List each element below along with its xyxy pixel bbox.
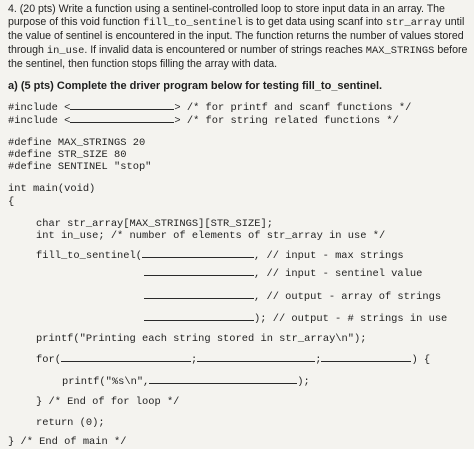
array-name: str_array [385,17,442,30]
printf-arg-blank[interactable] [149,374,297,384]
arg4-comment: ); // output - # strings in use [254,313,448,325]
main-close-line: } /* End of main */ [8,436,127,448]
printf-prefix: printf("%s\n", [62,376,150,388]
for-condition-blank[interactable] [197,352,315,362]
define-str-size: #define STR_SIZE 80 [8,149,127,161]
include-keyword: #include < [8,102,71,114]
define-max-strings: #define MAX_STRINGS 20 [8,137,146,149]
printf-loop-line [62,374,310,388]
printf-end: ); [297,376,310,388]
include-line-2 [8,113,399,127]
for-keyword: for( [36,354,61,366]
for-separator: ; [190,354,198,366]
problem-text-2: until the value of sentinel is encountered in the input. The function returns the number of values stored through [8,16,465,56]
arg4-blank[interactable] [144,311,254,321]
include-keyword: #include < [8,115,71,127]
arg2-comment: , // input - sentinel value [254,268,423,280]
printf-header-line: printf("Printing each string stored in str_array\n"); [36,333,367,345]
problem-text-3: . If invalid data is encountered or number of strings reaches [84,43,363,56]
main-signature: int main(void) [8,183,96,195]
for-end: ) { [411,354,431,366]
declaration-str-array: char str_array[MAX_STRINGS][STR_SIZE]; [36,218,273,230]
include-line-1 [8,100,411,114]
call-line-2 [144,266,422,280]
problem-text-4: before the sentinel, then function stops filling the array with data. [8,43,468,70]
include-comment: > /* for printf and scanf functions */ [174,102,412,114]
include-header-blank[interactable] [70,113,174,123]
include-comment: > /* for string related functions */ [174,115,399,127]
problem-text-1: is to get data using scanf into [245,16,383,29]
arg3-blank[interactable] [144,289,254,299]
function-name: fill_to_sentinel [142,17,243,30]
for-loop-line [36,352,430,366]
arg1-comment: , // input - max strings [254,250,404,262]
include-header-blank[interactable] [70,100,174,110]
call-line-3 [144,289,441,303]
declaration-in-use: int in_use; /* number of elements of str_array in use */ [36,230,386,242]
for-close-line: } /* End of for loop */ [36,396,180,408]
main-open-brace: { [8,196,15,208]
call-prefix: fill_to_sentinel( [36,250,143,262]
part-a-heading: a) (5 pts) Complete the driver program below for testing fill_to_sentinel. [8,80,383,92]
for-separator: ; [315,354,322,366]
problem-statement [8,3,470,71]
problem-intro: 4. (20 pts) Write a function using a sentinel-controlled loop to store input data in an array. The purpose of this void function [8,3,445,29]
define-sentinel: #define SENTINEL "stop" [8,161,152,173]
call-line-1 [36,248,404,262]
arg3-comment: , // output - array of strings [254,291,442,303]
max-strings-name: MAX_STRINGS [365,44,435,57]
in-use-name: in_use [46,44,85,57]
for-update-blank[interactable] [321,352,411,362]
arg1-blank[interactable] [142,248,254,258]
arg2-blank[interactable] [144,266,254,276]
call-line-4 [144,311,447,325]
return-line: return (0); [36,417,105,429]
for-init-blank[interactable] [61,352,191,362]
